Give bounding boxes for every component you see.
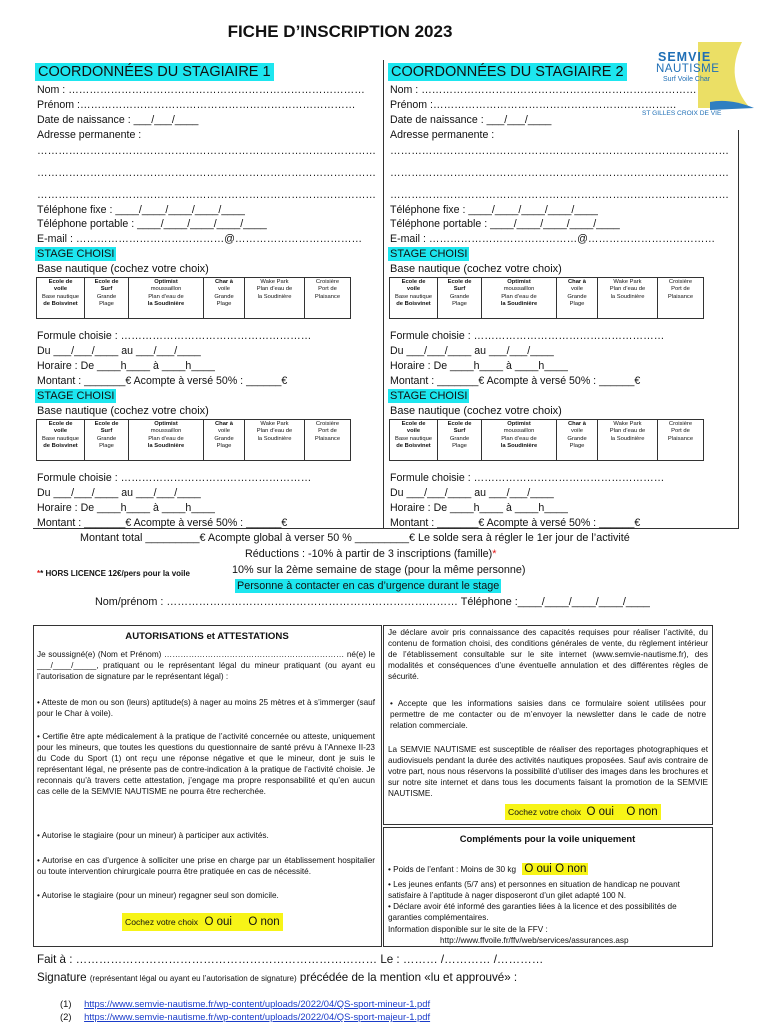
base-option-h2: voile xyxy=(571,286,583,293)
column-divider xyxy=(383,60,384,528)
declaration-non-radio[interactable]: O non xyxy=(626,806,658,818)
base-option-h1: Optimist xyxy=(507,421,531,427)
base-option-h1: Optimist xyxy=(154,421,178,427)
montant-1a[interactable]: Montant : _______€ Acompte à versé 50% : ______€ xyxy=(37,375,288,387)
hors-licence-text: * HORS LICENCE 12€/pers pour la voile xyxy=(40,569,190,578)
base-option-s1: Grande xyxy=(449,435,470,442)
base-nautique-label-1b: Base nautique (cochez votre choix) xyxy=(37,405,209,417)
semaine-line: 10% sur la 2ème semaine de stage (pour la même personne) xyxy=(232,564,526,576)
montant-2a[interactable]: Montant : _______€ Acompte à versé 50% : ______€ xyxy=(390,375,641,387)
declaration-oui-radio[interactable]: O oui xyxy=(586,806,614,818)
base-option-s1: la Soudinière xyxy=(610,293,645,300)
horaire-2a[interactable]: Horaire : De ____h____ à ____h____ xyxy=(390,360,568,372)
base-option-1-2a[interactable] xyxy=(438,278,482,319)
stagiaire1-adresse-line3[interactable]: …………………………………………………………………………………… xyxy=(37,189,376,201)
base-option-5-1b[interactable] xyxy=(305,420,351,461)
base-option-s2: Plage xyxy=(569,443,585,450)
base-option-s1: Plan d’eau de xyxy=(501,435,537,442)
dates-2b[interactable]: Du ___/___/____ au ___/___/____ xyxy=(390,487,554,499)
base-option-5-2b[interactable] xyxy=(658,420,704,461)
base-option-s1: Grande xyxy=(567,293,587,300)
base-option-h1: Wake Park xyxy=(260,279,289,285)
urgence-contact-line[interactable]: Nom/prénom : ……………………………………………………………………… Téléphone :____/____/____/____/____ xyxy=(95,596,650,608)
frame-right-line xyxy=(738,130,739,528)
base-option-h2: Plan d’eau de xyxy=(609,428,646,435)
base-option-h1: Char à xyxy=(567,421,587,427)
base-option-s2: Plage xyxy=(452,443,467,450)
montant-1b[interactable]: Montant : _______€ Acompte à versé 50% : ______€ xyxy=(37,517,288,529)
base-option-h2: moussaillon xyxy=(150,286,182,293)
hors-licence-star: * xyxy=(37,569,41,578)
base-option-s2: la Soudinière xyxy=(500,301,538,308)
base-option-h2: voile xyxy=(406,286,421,293)
autorisations-heading: AUTORISATIONS et ATTESTATIONS xyxy=(125,631,289,642)
base-option-h2: Port de xyxy=(318,428,337,435)
base-option-s1: Base nautique xyxy=(41,435,80,442)
base-option-h2: Plan d’eau de xyxy=(256,428,293,435)
stagiaire1-heading: COORDONNÉES DU STAGIAIRE 1 xyxy=(35,63,274,81)
complements-poids-line xyxy=(388,861,588,878)
autorisations-choice xyxy=(122,913,283,931)
base-option-s1: la Soudinière xyxy=(257,435,292,442)
autorisations-p5: • Autorise en cas d’urgence à solliciter une prise en charge par un établissement hospitalier ou toute intervention chirurgicale pourra être pratiquée en cas de nécessité. xyxy=(37,856,375,876)
stage-choisi-label-2b: STAGE CHOISI xyxy=(390,390,468,402)
reductions-line xyxy=(245,548,496,561)
base-option-s1: Plaisance xyxy=(314,293,341,300)
horaire-2b[interactable]: Horaire : De ____h____ à ____h____ xyxy=(390,502,568,514)
ref1-link[interactable]: https://www.semvie-nautisme.fr/wp-content/uploads/2022/04/QS-sport-mineur-1.pdf xyxy=(84,998,431,1009)
signature-sub: (représentant légal ou ayant eu l’autorisation de signature) xyxy=(89,974,297,983)
base-option-s2: de Boisvinet xyxy=(43,443,78,450)
base-option-s1: la Soudinière xyxy=(610,435,645,442)
stagiaire1-adresse-label: Adresse permanente : xyxy=(37,129,142,141)
base-option-3-2a[interactable] xyxy=(557,278,598,319)
base-nautique-table-2b xyxy=(389,419,704,461)
base-nautique-label-2b: Base nautique (cochez votre choix) xyxy=(390,405,562,417)
stage-choisi-label-1b: STAGE CHOISI xyxy=(37,390,115,402)
logo-line2: NAUTISME xyxy=(656,63,720,75)
base-option-0-1b[interactable] xyxy=(37,420,85,461)
stagiaire2-nom[interactable]: Nom : …………………………………………………………………… xyxy=(390,84,697,96)
base-option-h1: Char à xyxy=(567,279,587,285)
base-option-s2: Plage xyxy=(99,301,114,308)
base-option-s1: Grande xyxy=(214,293,234,300)
stagiaire2-tel-fixe[interactable]: Téléphone fixe : ____/____/____/____/____ xyxy=(390,204,598,216)
base-option-h2: Port de xyxy=(671,428,690,435)
base-option-h2: moussaillon xyxy=(503,286,535,293)
base-option-h1: Ecole de xyxy=(48,421,73,427)
base-option-s2: la Soudinière xyxy=(147,301,185,308)
base-option-s1: Grande xyxy=(96,293,117,300)
ref2-line xyxy=(60,1011,430,1022)
complements-url[interactable]: http://www.ffvoile.fr/ffv/web/services/assurances.asp xyxy=(440,936,629,945)
ref1-line xyxy=(60,998,430,1009)
base-option-h2: Port de xyxy=(671,286,690,293)
base-option-h1: Ecole de xyxy=(447,279,472,285)
base-option-h2: Surf xyxy=(100,428,113,435)
base-option-h1: Wake Park xyxy=(260,421,289,427)
base-option-s2: Plage xyxy=(452,301,467,308)
base-option-1-1a[interactable] xyxy=(85,278,129,319)
base-option-s2: de Boisvinet xyxy=(43,301,78,308)
stagiaire2-adresse-label: Adresse permanente : xyxy=(390,129,495,141)
stagiaire2-email[interactable]: E-mail : ……………………………………@……………………………… xyxy=(390,233,716,245)
stagiaire1-tel-fixe[interactable]: Téléphone fixe : ____/____/____/____/____ xyxy=(37,204,245,216)
autorisations-p4: • Autorise le stagiaire (pour un mineur) à participer aux activités. xyxy=(37,831,269,840)
reductions-text: Réductions : -10% à partir de 3 inscriptions (famille) xyxy=(245,548,493,560)
declaration-p3: La SEMVIE NAUTISME est susceptible de réaliser des reportages photographiques et audiovisuels pendant la durée des activités nautiques proposées. Sauf avis contraire de votre part, nous nous réservons la possibilité d’utiliser des images dans les brochures et sur notre site internet et dans tous les documents faisant la promotion de la SEMVIE NAUTISME. xyxy=(388,745,708,798)
stagiaire2-naissance[interactable]: Date de naissance : ___/___/____ xyxy=(390,114,552,126)
stagiaire2-adresse-line1[interactable]: …………………………………………………………………………………… xyxy=(390,145,729,157)
base-option-h1: Ecole de xyxy=(48,279,73,285)
declaration-choice xyxy=(505,804,661,820)
ref2-link[interactable]: https://www.semvie-nautisme.fr/wp-content/uploads/2022/04/QS-sport-majeur-1.pdf xyxy=(84,1011,431,1022)
stagiaire1-email[interactable]: E-mail : ……………………………………@……………………………… xyxy=(37,233,363,245)
stagiaire2-prenom[interactable]: Prénom :…………………………………………………………… xyxy=(390,99,677,111)
base-option-h1: Wake Park xyxy=(613,421,642,427)
declaration-p2: • Accepte que les informations saisies dans ce formulaire soient utilisées pour permettre de me contacter ou de m’envoyer la newsletter dans le cade de notre relation commerciale. xyxy=(390,699,706,730)
stagiaire1-adresse-line2[interactable]: …………………………………………………………………………………… xyxy=(37,167,376,179)
base-option-5-2a[interactable] xyxy=(658,278,704,319)
base-option-1-2b[interactable] xyxy=(438,420,482,461)
base-option-0-1a[interactable] xyxy=(37,278,85,319)
horaire-1a[interactable]: Horaire : De ____h____ à ____h____ xyxy=(37,360,215,372)
complements-p3: • Déclare avoir été informé des garanties liées à la licence et des possibilités de garanties complémentaires. xyxy=(388,902,677,922)
base-option-3-1a[interactable] xyxy=(204,278,245,319)
dates-1b[interactable]: Du ___/___/____ au ___/___/____ xyxy=(37,487,201,499)
base-option-h1: Ecole de xyxy=(401,421,426,427)
stage-choisi-label-2a: STAGE CHOISI xyxy=(390,248,468,260)
logo-line1: SEMVIE xyxy=(658,50,712,64)
base-option-4-2a[interactable] xyxy=(598,278,658,319)
base-option-s1: Plan d’eau de xyxy=(148,293,184,300)
base-option-h1: Croisière xyxy=(315,279,340,285)
base-option-s1: Grande xyxy=(214,435,234,442)
base-option-3-2b[interactable] xyxy=(557,420,598,461)
stagiaire1-prenom[interactable]: Prénom :…………………………………………………………………… xyxy=(37,99,356,111)
base-option-2-2a[interactable] xyxy=(482,278,557,319)
base-option-s1: Grande xyxy=(449,293,470,300)
base-nautique-label-1a: Base nautique (cochez votre choix) xyxy=(37,263,209,275)
formule-2b[interactable]: Formule choisie : ……………………………………………… xyxy=(390,472,665,484)
logo-line4: ST GILLES CROIX DE VIE xyxy=(642,110,722,117)
base-option-s1: Plaisance xyxy=(667,435,694,442)
base-option-h1: Ecole de xyxy=(401,279,426,285)
page-title: FICHE D’INSCRIPTION 2023 xyxy=(227,22,453,41)
fait-a-line[interactable]: Fait à : …………………………………………………………………… Le : ……… /………… /………… xyxy=(37,953,544,966)
ref2-number: (2) xyxy=(60,1011,72,1022)
montant-2b[interactable]: Montant : _______€ Acompte à versé 50% : ______€ xyxy=(390,517,641,529)
base-option-h2: Plan d’eau de xyxy=(609,286,646,293)
formule-2a[interactable]: Formule choisie : ……………………………………………… xyxy=(390,330,665,342)
signature-mention: précédée de la mention «lu et approuvé» : xyxy=(299,971,518,984)
base-option-4-2b[interactable] xyxy=(598,420,658,461)
complements-heading: Compléments pour la voile uniquement xyxy=(459,833,636,844)
base-option-2-1b[interactable] xyxy=(129,420,204,461)
logo-line3: Surf Voile Char xyxy=(663,76,711,83)
autorisations-p2: • Atteste de mon ou son (leurs) aptitude(s) à nager au moins 25 mètres et à s’immerger (sauf pour le Char à voile). xyxy=(37,698,375,718)
base-option-s1: Base nautique xyxy=(41,293,80,300)
stagiaire1-naissance[interactable]: Date de naissance : ___/___/____ xyxy=(37,114,199,126)
complements-oui-radio[interactable]: O oui xyxy=(524,863,552,875)
stagiaire1-nom[interactable]: Nom : ………………………………………………………………………… xyxy=(37,84,365,96)
base-option-3-1b[interactable] xyxy=(204,420,245,461)
base-option-s1: Plan d’eau de xyxy=(501,293,537,300)
complements-p2: • Les jeunes enfants (5/7 ans) et personnes en situation de handicap ne pouvant satisfaire à l’aptitude à nager disposeront d’un gilet adapté 100 N. xyxy=(388,880,680,900)
base-option-h1: Croisière xyxy=(315,421,340,427)
stagiaire2-adresse-line2[interactable]: …………………………………………………………………………………… xyxy=(390,167,729,179)
base-nautique-table-1a xyxy=(36,277,351,319)
hors-licence-note xyxy=(37,567,190,580)
declaration-cochez: Cochez votre choix xyxy=(508,807,582,817)
base-option-s2: Plage xyxy=(216,443,232,450)
ref1-number: (1) xyxy=(60,998,72,1009)
base-nautique-table-1b xyxy=(36,419,351,461)
base-option-s2: la Soudinière xyxy=(500,443,538,450)
base-option-h2: voile xyxy=(571,428,583,435)
base-option-s2: Plage xyxy=(216,301,232,308)
base-option-h2: moussaillon xyxy=(150,428,182,435)
stagiaire1-tel-portable[interactable]: Téléphone portable : ____/____/____/____/____ xyxy=(37,218,267,230)
autorisations-cochez: Cochez votre choix xyxy=(125,917,199,927)
base-option-h2: moussaillon xyxy=(503,428,535,435)
base-option-h2: voile xyxy=(406,428,421,435)
autorisations-p3: • Certifie être apte médicalement à la pratique de l’activité concernée ou atteste, uniquement pour les mineurs, que toutes les questions du questionnaire de santé prévu à l’Annexe II-23 du Code du Sport (1) ont reçu une réponse négative et que le mineur, dont je suis le représentant légal, ne présente pas de contre-indication à la pratique de l’activité choisie. Je reconnais qu’à travers cette attestation, j’engage ma propre responsabilité et qu’en aucun cas celle de la SEMVIE NAUTISME ne pourra être recherchée. xyxy=(37,732,375,796)
base-option-s1: la Soudinière xyxy=(257,293,292,300)
base-option-4-1b[interactable] xyxy=(245,420,305,461)
autorisations-p6: • Autorise le stagiaire (pour un mineur) regagner seul son domicile. xyxy=(37,891,279,900)
base-option-s2: Plage xyxy=(99,443,114,450)
stagiaire2-heading: COORDONNÉES DU STAGIAIRE 2 xyxy=(388,63,627,81)
complements-non-radio[interactable]: O non xyxy=(555,863,587,875)
base-option-h1: Optimist xyxy=(507,279,531,285)
base-option-h1: Optimist xyxy=(154,279,178,285)
base-option-h1: Char à xyxy=(214,279,234,285)
base-option-h2: Port de xyxy=(318,286,337,293)
base-option-s2: de Boisvinet xyxy=(396,443,431,450)
montant-total-line[interactable]: Montant total _________€ Acompte global à verser 50 % _________€ Le solde sera à régler le 1er jour de l’activité xyxy=(80,532,630,544)
base-option-s1: Grande xyxy=(567,435,587,442)
base-option-h1: Ecole de xyxy=(94,421,119,427)
horaire-1b[interactable]: Horaire : De ____h____ à ____h____ xyxy=(37,502,215,514)
complements-p4: Information disponible sur le site de la FFV : xyxy=(388,925,548,934)
base-option-h1: Wake Park xyxy=(613,279,642,285)
stagiaire2-tel-portable[interactable]: Téléphone portable : ____/____/____/____/____ xyxy=(390,218,620,230)
base-option-h2: voile xyxy=(218,286,230,293)
base-option-h2: Surf xyxy=(453,286,466,293)
base-option-h2: Plan d’eau de xyxy=(256,286,293,293)
base-nautique-label-2a: Base nautique (cochez votre choix) xyxy=(390,263,562,275)
base-option-0-2a[interactable] xyxy=(390,278,438,319)
urgence-heading: Personne à contacter en cas d’urgence durant le stage xyxy=(237,580,500,592)
base-option-s2: Plage xyxy=(569,301,585,308)
stage-choisi-label-1a: STAGE CHOISI xyxy=(37,248,115,260)
base-option-h2: Surf xyxy=(453,428,466,435)
reductions-star: * xyxy=(492,548,497,560)
dates-2a[interactable]: Du ___/___/____ au ___/___/____ xyxy=(390,345,554,357)
stagiaire1-adresse-line1[interactable]: …………………………………………………………………………………… xyxy=(37,145,376,157)
dates-1a[interactable]: Du ___/___/____ au ___/___/____ xyxy=(37,345,201,357)
base-option-2-1a[interactable] xyxy=(129,278,204,319)
base-option-s1: Base nautique xyxy=(394,435,433,442)
base-option-h1: Char à xyxy=(214,421,234,427)
formule-1a[interactable]: Formule choisie : ……………………………………………… xyxy=(37,330,312,342)
base-option-h2: voile xyxy=(53,428,68,435)
semvie-logo xyxy=(642,38,770,128)
formule-1b[interactable]: Formule choisie : ……………………………………………… xyxy=(37,472,312,484)
base-option-s1: Plaisance xyxy=(667,293,694,300)
base-option-s2: la Soudinière xyxy=(147,443,185,450)
base-option-h1: Ecole de xyxy=(94,279,119,285)
autorisations-p1: Je soussigné(e) (Nom et Prénom) ………………………………………………………… né(e) le ___/____/_____, pratiquant ou le représentant légal du mineur pratiquant (ou ayant eu l’autorisation de signature par le représentant légal) : xyxy=(37,650,375,681)
base-option-h2: Surf xyxy=(100,286,113,293)
base-option-s1: Plaisance xyxy=(314,435,341,442)
base-option-h2: voile xyxy=(53,286,68,293)
base-option-h1: Croisière xyxy=(668,421,693,427)
base-option-s2: de Boisvinet xyxy=(396,301,431,308)
base-option-5-1a[interactable] xyxy=(305,278,351,319)
base-option-h1: Ecole de xyxy=(447,421,472,427)
base-option-0-2b[interactable] xyxy=(390,420,438,461)
base-option-h1: Croisière xyxy=(668,279,693,285)
declaration-p1: Je déclare avoir pris connaissance des capacités requises pour réaliser l’activité, du contenu de formation choisi, des conditions générales de vente, du règlement intérieur de l’établissement consultable sur le site internet (www.semvie-nautisme.fr), des modalités et conséquences d’une éventuelle annulation et des différentes règles de sécurité. xyxy=(388,628,708,681)
base-nautique-table-2a xyxy=(389,277,704,319)
autorisations-oui-radio[interactable]: O oui xyxy=(204,916,232,928)
stagiaire2-adresse-line3[interactable]: …………………………………………………………………………………… xyxy=(390,189,729,201)
base-option-s1: Grande xyxy=(96,435,117,442)
signature-label: Signature xyxy=(37,971,87,984)
complements-poids: • Poids de l’enfant : Moins de 30 kg xyxy=(388,865,517,874)
autorisations-non-radio[interactable]: O non xyxy=(248,916,280,928)
base-option-h2: voile xyxy=(218,428,230,435)
signature-line xyxy=(37,970,517,986)
base-option-s1: Plan d’eau de xyxy=(148,435,184,442)
base-option-4-1a[interactable] xyxy=(245,278,305,319)
base-option-s1: Base nautique xyxy=(394,293,433,300)
base-option-1-1b[interactable] xyxy=(85,420,129,461)
base-option-2-2b[interactable] xyxy=(482,420,557,461)
